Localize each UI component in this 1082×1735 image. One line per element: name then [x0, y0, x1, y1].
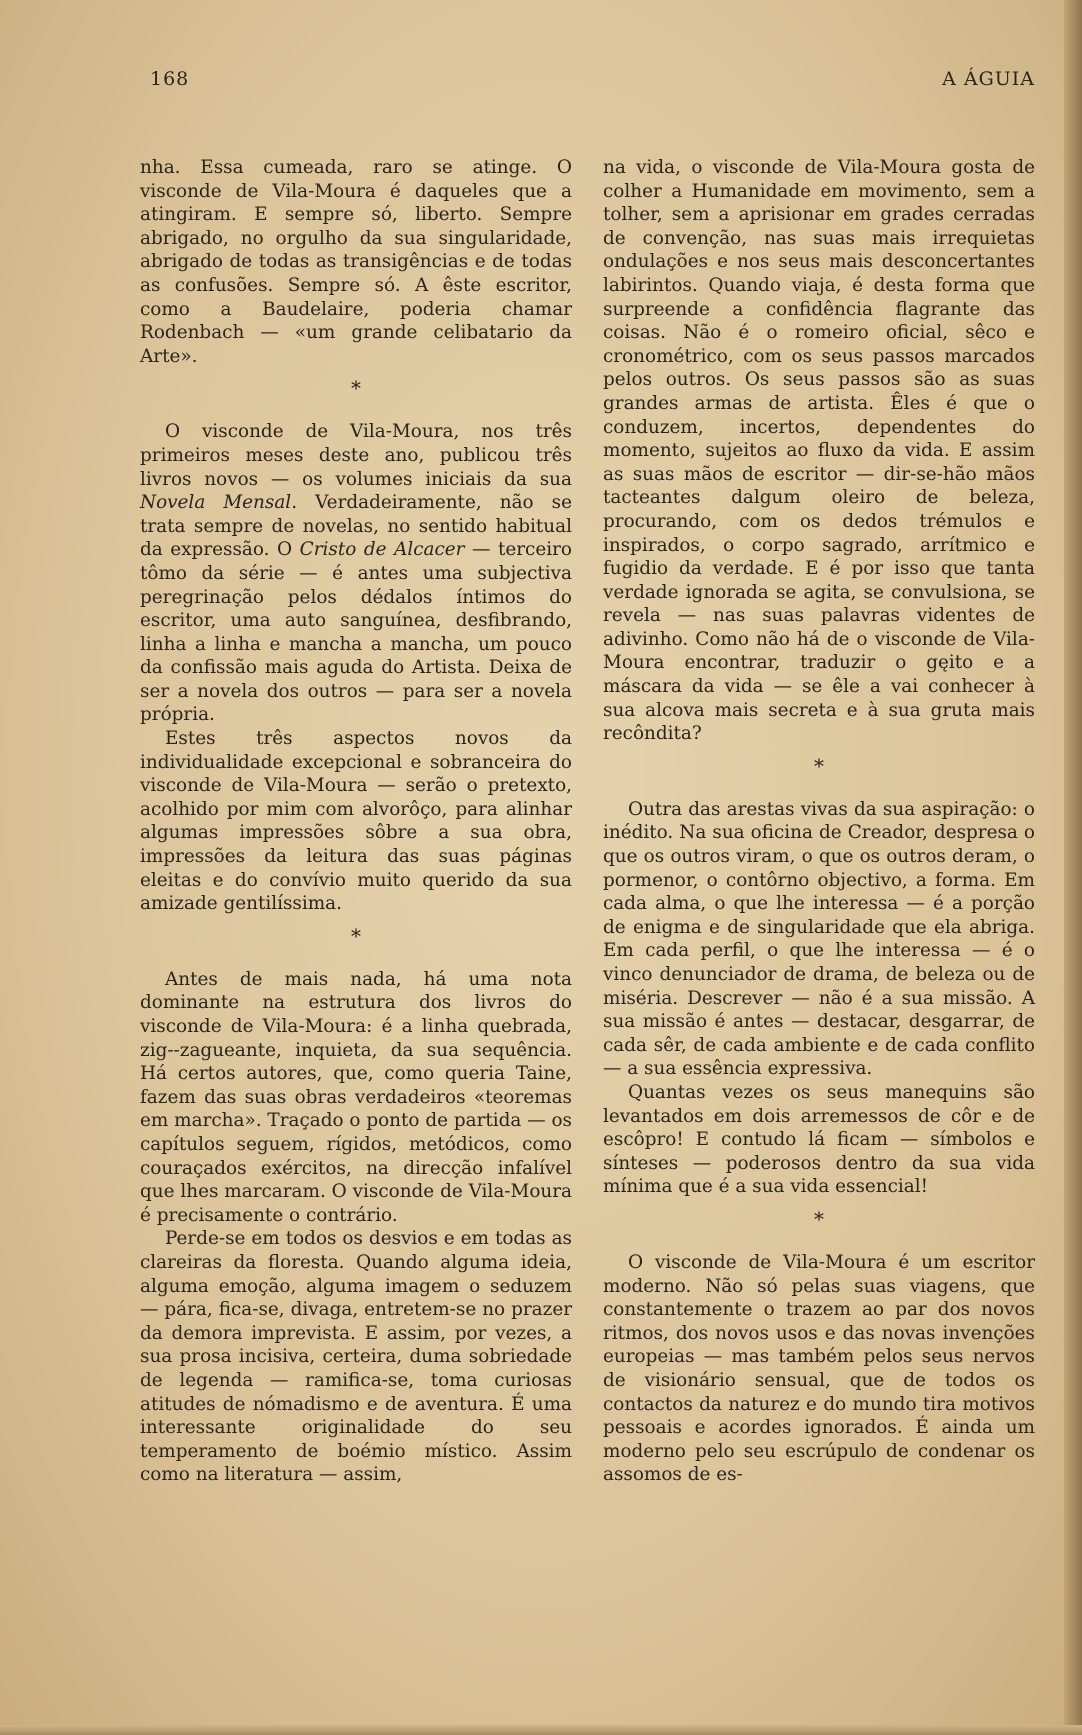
left-column — [140, 156, 572, 1487]
paragraph: Antes de mais nada, há uma nota dominante na estrutura dos livros do visconde de Vila-Moura: é a linha quebrada, zig--zagueante, inquieta, da sua sequência. Há certos autores, que, como queria Taine, fazem das suas obras verdadeiros «teoremas em marcha». Traçado o ponto de partida — os capítulos seguem, rígidos, metódicos, como couraçados exércitos, na direcção infalível que lhes marcaram. O visconde de Vila-Moura é precisamente o contrário. — [140, 968, 572, 1226]
page-edge-shadow — [1064, 0, 1082, 1735]
section-separator: * — [814, 753, 824, 778]
paragraph-text: — terceiro tômo da série — é antes uma subjectiva peregrinação pelos dédalos íntimos do escritor, uma auto sanguínea, desfibrando, linha a linha e mancha a mancha, um pouco da confissão mais aguda do Artista. Deixa de ser a novela dos outros — para ser a novela própria. — [140, 539, 572, 726]
paragraph: Perde-se em todos os desvios e em todas as clareiras da floresta. Quando alguma ideia, alguma emoção, alguma imagem o seduzem — pára, fica-se, divaga, entretem-se no prazer da demora imprevista. E assim, por vezes, a sua prosa incisiva, certeira, duma sobriedade de legenda — ramifica-se, toma curiosas atitudes de nómadismo e de aventura. É uma interessante originalidade do seu temperamento de boémio místico. Assim como na literatura — assim, — [140, 1228, 572, 1486]
running-header — [150, 68, 1035, 98]
paragraph: Outra das arestas vivas da sua aspiração: o inédito. Na sua oficina de Creador, despresa o que os outros viram, o que os outros deram, o pormenor, o contôrno objectivo, a forma. Em cada alma, o que lhe interessa — é a porção de enigma e de singularidade que ela abriga. Em cada perfil, o que lhe interessa — é o vinco denunciador de drama, de beleza ou de miséria. Descrever — não é a sua missão. A sua missão é antes — destacar, desgarrar, de cada sêr, de cada ambiente e de cada conflito — a sua essência expressiva. — [603, 798, 1035, 1080]
paragraph: O visconde de Vila-Moura é um escritor moderno. Não só pelas suas viagens, que constantemente o trazem ao par dos novos ritmos, dos novos usos e das novas invenções europeias — mas também pelos seus nervos de visionário sensual, que de todos os contactos da naturez e do mundo tira motivos pessoais e acordes ignorados. É ainda um moderno pelo seu escrúpulo de condenar os assomos de es- — [603, 1251, 1035, 1486]
section-separator: * — [814, 1206, 824, 1231]
page-number: 168 — [150, 68, 190, 90]
paragraph — [140, 420, 572, 727]
section-separator: * — [351, 923, 361, 948]
paragraph: nha. Essa cumeada, raro se atinge. O visconde de Vila-Moura é daqueles que a atingiram. E sempre só, liberto. Sempre abrigado, no orgulho da sua singularidade, abrigado de todas as transigências e de todas as confusões. Sempre só. A êste escritor, como a Baudelaire, poderia chamar Rodenbach — «um grande celibatario da Arte». — [140, 157, 572, 367]
paragraph-text: O visconde de Vila-Moura, nos três primeiros meses deste ano, publicou três livros novos — os volumes iniciais da sua — [140, 421, 572, 490]
journal-title: A ÁGUIA — [942, 68, 1035, 90]
section-separator: * — [351, 376, 361, 401]
book-title: Cristo de Alcacer — [299, 539, 465, 561]
paragraph: Quantas vezes os seus manequins são levantados em dois arremessos de côr e de escôpro! E contudo lá ficam — símbolos e sínteses — poderosos dentro da sua vida mínima que é a sua vida essencial! — [603, 1081, 1035, 1198]
paragraph: na vida, o visconde de Vila-Moura gosta de colher a Humanidade em movimento, sem a tolher, sem a aprisionar em grades cerradas de convenção, nas suas mais irrequietas ondulações e nos seus mais desconcertantes labirintos. Quando viaja, é desta forma que surpreende a confidência flagrante das coisas. Não é o romeiro oficial, sêco e cronométrico, com os seus passos marcados pelos outros. Os seus passos são as suas grandes armas de artista. Êles é que o conduzem, incertos, dependentes do momento, sujeitos ao fluxo da vida. E assim as suas mãos de escritor — dir-se-hão mãos tacteantes dalgum oleiro de beleza, procurando, com os dedos trémulos e inspirados, o corpo sagrado, arrítmico e fugidio da verdade. E é por isso que tanta verdade ignorada se agita, se convulsiona, se revela — nas suas palavras videntes de adivinho. Como não há de o visconde de Vila-Moura encontrar, traduzir o gęito e a máscara da vida — se êle a vai conhecer à sua alcova mais secreta e à sua gruta mais recôndita? — [603, 157, 1035, 745]
page-bottom-edge — [0, 1725, 1082, 1735]
paragraph-text: . Verdadeiramente, não se trata sempre de novelas, no sentido habitual da expressão. O — [140, 492, 572, 561]
book-title: Novela Mensal — [140, 492, 292, 514]
right-column — [603, 156, 1035, 1487]
paragraph: Estes três aspectos novos da individualidade excepcional e sobranceira do visconde de Vila-Moura — serão o pretexto, acolhido por mim com alvorôço, para alinhar algumas impressões sôbre a sua obra, impressões da leitura das suas páginas eleitas e do convívio muito querido da sua amizade gentilíssima. — [140, 728, 572, 915]
